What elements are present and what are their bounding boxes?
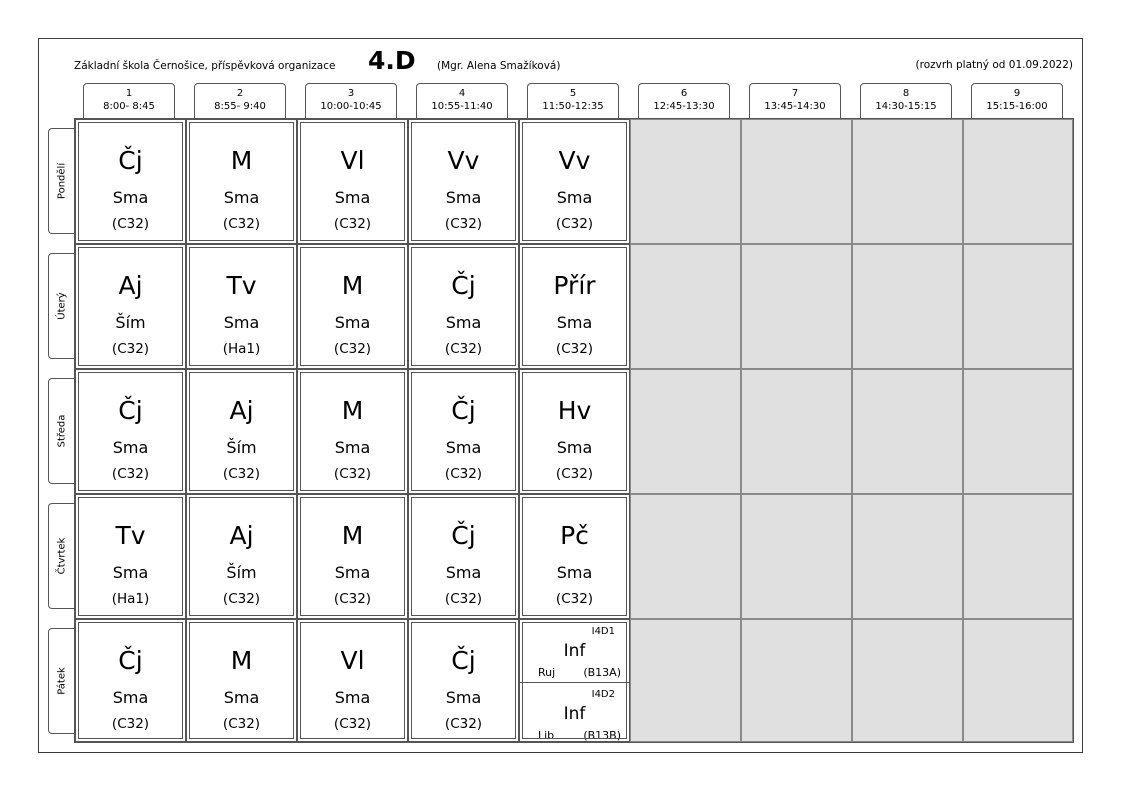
lesson-cell[interactable] (297, 494, 408, 619)
lesson-subject: Inf (563, 704, 586, 724)
lesson-subject: Hv (557, 396, 592, 425)
period-number: 7 (791, 88, 799, 99)
period-number: 2 (236, 88, 244, 99)
lesson-room: (C32) (222, 591, 261, 607)
lesson-room: (C32) (333, 341, 372, 357)
day-name: Čtvrtek (56, 537, 67, 575)
lesson-teacher: Sma (334, 188, 371, 207)
period-header-6 (638, 83, 730, 119)
period-time: 15:15-16:00 (986, 101, 1048, 112)
lesson-teacher: Sma (223, 688, 260, 707)
lesson-cell[interactable] (75, 369, 186, 494)
day-tab-1 (48, 128, 74, 234)
day-tab-3 (48, 378, 74, 484)
empty-cell (852, 619, 963, 742)
lesson-room: (C32) (111, 466, 150, 482)
period-time: 13:45-14:30 (764, 101, 826, 112)
lesson-teacher: Sma (334, 563, 371, 582)
lesson-cell[interactable] (75, 619, 186, 742)
day-tab-2 (48, 253, 74, 359)
lesson-subject: M (230, 646, 253, 675)
lesson-room: (C32) (222, 466, 261, 482)
class-name: 4.D (368, 46, 416, 75)
empty-cell (963, 244, 1073, 369)
lesson-subject: Aj (229, 396, 254, 425)
group-lesson[interactable] (520, 620, 629, 682)
lesson-teacher: Sma (112, 438, 149, 457)
lesson-teacher: Ším (226, 563, 257, 582)
lesson-subject: Pč (560, 521, 589, 550)
lesson-teacher: Sma (112, 188, 149, 207)
lesson-teacher: Ším (115, 313, 146, 332)
lesson-subject: Inf (563, 641, 586, 661)
day-name: Pondělí (56, 162, 67, 200)
lesson-room: (C32) (333, 466, 372, 482)
lesson-room: (C32) (444, 341, 483, 357)
lesson-cell[interactable] (408, 119, 519, 244)
lesson-teacher: Sma (445, 438, 482, 457)
lesson-teacher: Sma (445, 563, 482, 582)
lesson-subject: Vv (558, 146, 591, 175)
lesson-room: (C32) (333, 216, 372, 232)
empty-cell (630, 619, 741, 742)
period-time: 12:45-13:30 (653, 101, 715, 112)
lesson-teacher: Sma (556, 313, 593, 332)
lesson-cell[interactable] (186, 119, 297, 244)
lesson-subject: M (341, 271, 364, 300)
lesson-cell[interactable] (75, 119, 186, 244)
lesson-subject: Čj (451, 521, 476, 550)
lesson-room: (C32) (222, 216, 261, 232)
empty-cell (963, 494, 1073, 619)
day-name: Středa (56, 414, 67, 448)
period-time: 10:00-10:45 (320, 101, 382, 112)
empty-cell (741, 494, 852, 619)
empty-cell (963, 119, 1073, 244)
school-name: Základní škola Černošice, příspěvková organizace (74, 60, 336, 72)
lesson-cell[interactable] (297, 244, 408, 369)
lesson-cell[interactable] (519, 369, 630, 494)
empty-cell (963, 369, 1073, 494)
lesson-subject: Čj (118, 396, 143, 425)
lesson-room: (B13A) (583, 666, 621, 679)
period-header-9 (971, 83, 1063, 119)
period-header-4 (416, 83, 508, 119)
lesson-teacher: Ruj (538, 666, 556, 679)
lesson-subject: Tv (115, 521, 146, 550)
lesson-cell[interactable] (408, 619, 519, 742)
lesson-room: (C32) (555, 216, 594, 232)
lesson-cell[interactable] (297, 119, 408, 244)
group-label: I4D2 (591, 689, 615, 700)
lesson-room: (C32) (333, 591, 372, 607)
period-time: 14:30-15:15 (875, 101, 937, 112)
lesson-cell[interactable] (186, 494, 297, 619)
lesson-room: (C32) (444, 591, 483, 607)
lesson-subject: M (341, 396, 364, 425)
period-number: 4 (458, 88, 466, 99)
lesson-room: (C32) (222, 716, 261, 732)
period-time: 10:55-11:40 (431, 101, 493, 112)
lesson-teacher: Sma (445, 688, 482, 707)
day-tab-4 (48, 503, 74, 609)
lesson-subject: M (230, 146, 253, 175)
period-number: 6 (680, 88, 688, 99)
period-number: 9 (1013, 88, 1021, 99)
lesson-room: (Ha1) (222, 341, 261, 357)
lesson-room: (B13B) (583, 729, 621, 742)
lesson-teacher: Sma (556, 188, 593, 207)
lesson-cell[interactable] (519, 494, 630, 619)
period-time: 11:50-12:35 (542, 101, 604, 112)
lesson-teacher: Sma (445, 188, 482, 207)
lesson-cell[interactable] (297, 619, 408, 742)
split-lesson-cell[interactable] (519, 619, 630, 742)
empty-cell (852, 369, 963, 494)
lesson-room: (C32) (444, 216, 483, 232)
lesson-teacher: Ším (226, 438, 257, 457)
lesson-room: (C32) (444, 466, 483, 482)
lesson-cell[interactable] (186, 369, 297, 494)
lesson-subject: Vl (340, 646, 365, 675)
lesson-cell[interactable] (75, 244, 186, 369)
empty-cell (852, 494, 963, 619)
lesson-teacher: Lib (538, 729, 555, 742)
lesson-cell[interactable] (186, 619, 297, 742)
lesson-teacher: Sma (556, 438, 593, 457)
lesson-subject: Aj (229, 521, 254, 550)
lesson-cell[interactable] (408, 369, 519, 494)
lesson-teacher: Sma (556, 563, 593, 582)
lesson-cell[interactable] (186, 244, 297, 369)
day-name: Pátek (56, 667, 67, 695)
period-number: 3 (347, 88, 355, 99)
lesson-subject: Aj (118, 271, 143, 300)
validity-note: (rozvrh platný od 01.09.2022) (915, 59, 1073, 71)
period-time: 8:00- 8:45 (103, 101, 155, 112)
lesson-subject: Přír (553, 271, 596, 300)
lesson-teacher: Sma (223, 188, 260, 207)
lesson-cell[interactable] (75, 494, 186, 619)
timetable-grid (74, 118, 1074, 743)
group-lesson[interactable] (520, 682, 629, 745)
lesson-room: (C32) (555, 341, 594, 357)
lesson-teacher: Sma (112, 688, 149, 707)
empty-cell (741, 244, 852, 369)
empty-cell (852, 244, 963, 369)
class-teacher: (Mgr. Alena Smažíková) (437, 60, 561, 72)
lesson-cell[interactable] (408, 244, 519, 369)
lesson-teacher: Sma (112, 563, 149, 582)
period-number: 1 (125, 88, 133, 99)
empty-cell (741, 369, 852, 494)
lesson-subject: Vl (340, 146, 365, 175)
empty-cell (630, 119, 741, 244)
period-header-2 (194, 83, 286, 119)
lesson-teacher: Sma (334, 313, 371, 332)
lesson-room: (Ha1) (111, 591, 150, 607)
period-header-7 (749, 83, 841, 119)
lesson-teacher: Sma (445, 313, 482, 332)
lesson-subject: Čj (451, 646, 476, 675)
lesson-subject: Čj (118, 146, 143, 175)
lesson-room: (C32) (444, 716, 483, 732)
period-header-3 (305, 83, 397, 119)
lesson-cell[interactable] (408, 494, 519, 619)
lesson-room: (C32) (111, 716, 150, 732)
empty-cell (630, 244, 741, 369)
empty-cell (963, 619, 1073, 742)
period-header-8 (860, 83, 952, 119)
lesson-subject: M (341, 521, 364, 550)
lesson-cell[interactable] (519, 244, 630, 369)
lesson-subject: Čj (451, 396, 476, 425)
lesson-teacher: Sma (334, 688, 371, 707)
lesson-subject: Tv (226, 271, 257, 300)
empty-cell (630, 369, 741, 494)
lesson-subject: Čj (118, 646, 143, 675)
empty-cell (741, 119, 852, 244)
group-label: I4D1 (591, 626, 615, 637)
lesson-room: (C32) (555, 466, 594, 482)
day-tab-5 (48, 628, 74, 734)
lesson-room: (C32) (333, 716, 372, 732)
lesson-room: (C32) (555, 591, 594, 607)
period-header-1 (83, 83, 175, 119)
day-name: Úterý (56, 292, 67, 320)
period-number: 5 (569, 88, 577, 99)
empty-cell (852, 119, 963, 244)
period-time: 8:55- 9:40 (214, 101, 266, 112)
period-number: 8 (902, 88, 910, 99)
lesson-cell[interactable] (297, 369, 408, 494)
lesson-room: (C32) (111, 341, 150, 357)
lesson-room: (C32) (111, 216, 150, 232)
lesson-subject: Čj (451, 271, 476, 300)
period-header-5 (527, 83, 619, 119)
lesson-subject: Vv (447, 146, 480, 175)
lesson-cell[interactable] (519, 119, 630, 244)
empty-cell (741, 619, 852, 742)
lesson-teacher: Sma (223, 313, 260, 332)
empty-cell (630, 494, 741, 619)
lesson-teacher: Sma (334, 438, 371, 457)
